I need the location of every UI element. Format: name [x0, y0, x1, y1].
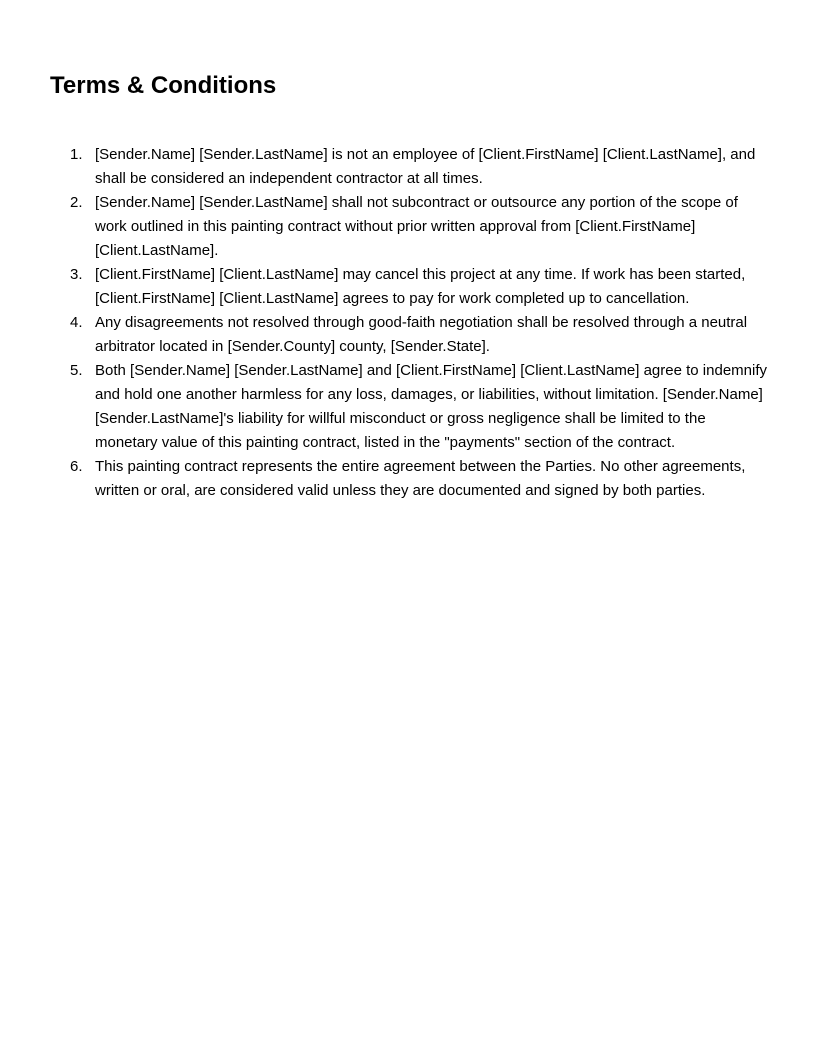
term-text: [Sender.Name] [Sender.LastName] is not an employee of [Client.FirstName] [Client.LastName], and shall be considered an independent contractor at all times. — [95, 146, 756, 187]
term-item-4 — [70, 311, 770, 359]
term-item-2 — [70, 191, 770, 263]
term-number: 3. — [70, 266, 83, 283]
term-number: 1. — [70, 146, 83, 163]
terms-list — [70, 143, 770, 503]
term-text: Any disagreements not resolved through good-faith negotiation shall be resolved through a neutral arbitrator located in [Sender.County] county, [Sender.State]. — [95, 314, 748, 355]
term-number: 4. — [70, 314, 83, 331]
term-number: 5. — [70, 362, 83, 379]
term-text: Both [Sender.Name] [Sender.LastName] and [Client.FirstName] [Client.LastName] agree to indemnify and hold one another harmless for any loss, damages, or liabilities, without limitation. [Sender.Name] [Sender.LastName]'s liability for willful misconduct or gross negligence shall be limited to the monetary value of this painting contract, listed in the "payments" section of the contract. — [95, 362, 767, 451]
term-item-6 — [70, 455, 770, 503]
term-item-1 — [70, 143, 770, 191]
term-text: [Sender.Name] [Sender.LastName] shall not subcontract or outsource any portion of the scope of work outlined in this painting contract without prior written approval from [Client.FirstName] [Client.LastName]. — [95, 194, 738, 259]
term-text: [Client.FirstName] [Client.LastName] may cancel this project at any time. If work has been started, [Client.FirstName] [Client.LastName] agrees to pay for work completed up to cancellation. — [95, 266, 746, 307]
term-number: 6. — [70, 458, 83, 475]
term-item-3 — [70, 263, 770, 311]
page-title: Terms & Conditions — [50, 72, 277, 99]
term-text: This painting contract represents the entire agreement between the Parties. No other agreements, written or oral, are considered valid unless they are documented and signed by both parties. — [95, 458, 746, 499]
term-number: 2. — [70, 194, 83, 211]
term-item-5 — [70, 359, 770, 455]
